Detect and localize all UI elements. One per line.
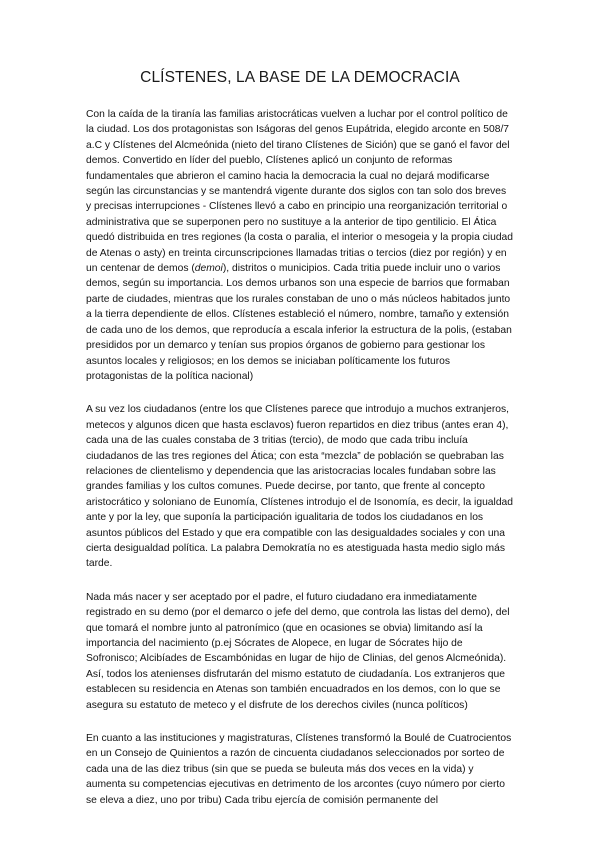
paragraph-institutions: En cuanto a las instituciones y magistraturas, Clístenes transformó la Boulé de Cuatrocientos en un Consejo de Quinientos a razón de cincuenta ciudadanos seleccionados por sorteo de cada una de las diez tribus (sin que se pueda se buleuta más dos veces en la vida) y aumenta su competencias ejecutivas en detrimento de los arcontes (cuyo número por cierto se eleva a diez, uno por tribu) Cada tribu ejercía de comisión permanente del (86, 733, 512, 806)
paragraph-text: ), distritos o municipios. Cada tritia puede incluir uno o varios demos, según su importancia. Los demos urbanos son una especie de barrios que formaban parte de ciudades, mientras que los rurales constaban de uno o más núcleos habitados junto a la tierra dependiente de ellos. Clístenes estableció el número, nombre, tamaño y extensión de cada uno de los demos, que reproducía a escala inferior la estructura de la polis, (estaban presididos por un demarco y tenían sus propios órganos de gobierno para gestionar los asuntos locales y religiosos; en los demos se iniciaban políticamente los futuros protagonistas de la política nacional) (86, 263, 512, 382)
document-body (86, 107, 514, 826)
emphasis-demoi: demoi (194, 263, 223, 275)
document-title: CLÍSTENES, LA BASE DE LA DEMOCRACIA (140, 69, 460, 86)
paragraph-text: Con la caída de la tiranía las familias aristocráticas vuelven a luchar por el control político de la ciudad. Los dos protagonistas son Iságoras del genos Eupátrida, elegido arconte en 508/7 a.C y Clístenes del Alcmeónida (nieto del tirano Clístenes de Sición) que se ganó el favor del demos. Convertido en líder del pueblo, Clístenes aplicó un conjunto de reformas fundamentales que abrieron el camino hacia la democracia la cual no dejará modificarse según las circunstancias y se mantendrá vigente durante dos siglos con tan solo dos breves y precisas interrupciones - Clístenes llevó a cabo en principio una reorganización territorial o administrativa que se superponen pero no sustituye a la anterior de tipo gentilicio. El Ática quedó distribuida en tres regiones (la costa o paralia, el interior o mesogeia y la propia ciudad de Atenas o asty) en treinta circunscripciones llamadas tritias o tercios (diez por región) y en un centenar de demos ( (86, 109, 513, 275)
paragraph-citizen-registration: Nada más nacer y ser aceptado por el padre, el futuro ciudadano era inmediatamente registrado en su demo (por el demarco o jefe del demo, que controla las listas del demo), del que tomará el nombre junto al patronímico (que en ocasiones se obvia) limitando así la importancia del nacimiento (p.ej Sócrates de Alopece, en lugar de Sócrates hijo de Sofronisco; Alcibíades de Escambónidas en lugar de hijo de Clinias, del genos Alcmeónida). Así, todos los atenienses disfrutarán del mismo estatuto de ciudadanía. Los extranjeros que establecen su residencia en Atenas son también encuadrados en los demos, con lo que se asegura su estatuto de meteco y el disfrute de los derechos civiles (nunca políticos) (86, 591, 510, 711)
paragraph-tribes: A su vez los ciudadanos (entre los que Clístenes parece que introdujo a muchos extranjeros, metecos y algunos dicen que hasta esclavos) fueron repartidos en diez tribus (antes eran 4), cada una de las cuales constaba de 3 tritias (tercio), de modo que cada tribu incluía ciudadanos de las tres regiones del Ática; con esta “mezcla” de población se quebraban las relaciones de clientelismo y dependencia que las aristocracias locales fundaban sobre las grandes familias y los cultos comunes. Puede decirse, por tanto, que frente al concepto aristocrático y soloniano de Eunomía, Clístenes introdujo el de Isonomía, es decir, la igualdad ante y por la ley, que suponía la participación igualitaria de todos los ciudadanos en los asuntos públicos del Estado y que era compatible con las desigualdades sociales y con una cierta desigualdad política. La palabra Demokratía no es atestiguada hasta medio siglo más tarde. (86, 404, 513, 570)
paragraph-reforms (86, 107, 514, 384)
